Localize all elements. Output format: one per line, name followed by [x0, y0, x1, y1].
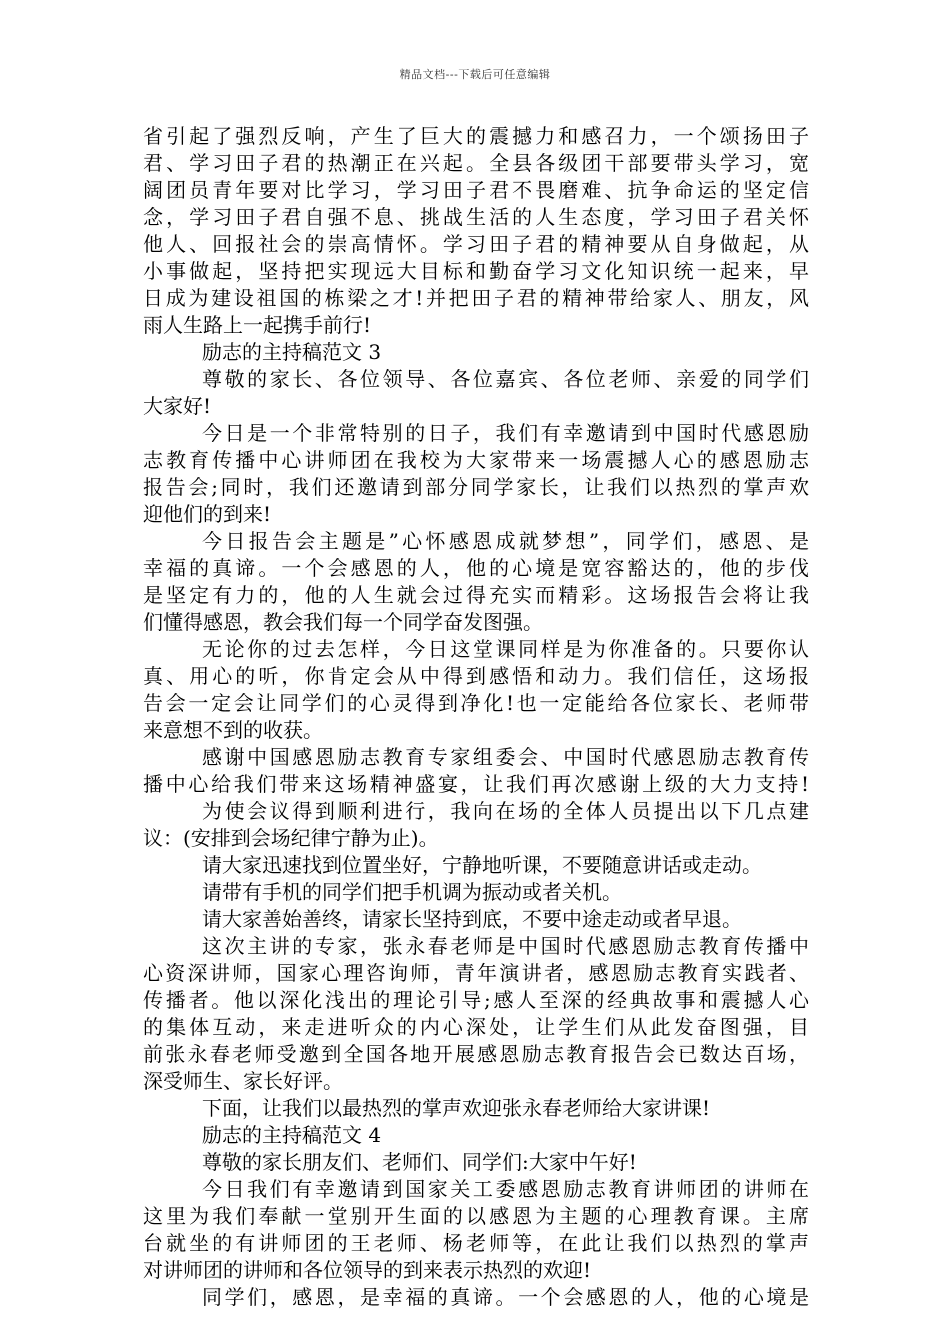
text-line: 感谢中国感恩励志教育专家组委会、中国时代感恩励志教育传 — [202, 745, 809, 769]
text-line: 今日是一个非常特别的日子，我们有幸邀请到中国时代感恩励 — [202, 421, 809, 445]
text-line: 下面，让我们以最热烈的掌声欢迎张永春老师给大家讲课! — [202, 1096, 711, 1120]
text-line: 同学们，感恩，是幸福的真谛。一个会感恩的人，他的心境是 — [202, 1285, 809, 1309]
text-line: 尊敬的家长朋友们、老师们、同学们:大家中午好! — [202, 1150, 637, 1174]
text-line: 阔团员青年要对比学习，学习田子君不畏磨难、抗争命运的坚定信 — [143, 178, 809, 202]
text-line: 深受师生、家长好评。 — [143, 1069, 343, 1093]
text-line: 幸福的真谛。一个会感恩的人，他的心境是宽容豁达的，他的步伐 — [143, 556, 809, 580]
text-line: 告会一定会让同学们的心灵得到净化!也一定能给各位家长、老师带 — [143, 691, 809, 715]
text-line: 心资深讲师，国家心理咨询师，青年演讲者，感恩励志教育实践者、 — [143, 961, 809, 985]
text-line: 无论你的过去怎样，今日这堂课同样是为你准备的。只要你认 — [202, 637, 809, 661]
text-line: 他人、回报社会的崇高情怀。学习田子君的精神要从自身做起，从 — [143, 232, 809, 256]
text-line: 对讲师团的讲师和各位领导的到来表示热烈的欢迎! — [143, 1258, 592, 1282]
text-line: 迎他们的到来! — [143, 502, 272, 526]
text-line: 为使会议得到顺利进行，我向在场的全体人员提出以下几点建 — [202, 799, 809, 823]
text-line: 报告会;同时，我们还邀请到部分同学家长，让我们以热烈的掌声欢 — [143, 475, 809, 499]
text-line: 大家好! — [143, 394, 212, 418]
page-header: 精品文档---下载后可任意编辑 — [399, 68, 551, 81]
text-line: 前张永春老师受邀到全国各地开展感恩励志教育报告会已数达百场， — [143, 1042, 809, 1066]
text-line: 播中心给我们带来这场精神盛宴，让我们再次感谢上级的大力支持! — [143, 772, 809, 796]
text-line: 今日报告会主题是”心怀感恩成就梦想”，同学们，感恩、是 — [202, 529, 809, 553]
text-line: 传播者。他以深化浅出的理论引导;感人至深的经典故事和震撼人心 — [143, 988, 809, 1012]
text-line: 请大家善始善终，请家长坚持到底，不要中途走动或者早退。 — [202, 907, 742, 931]
text-line: 励志的主持稿范文 3 — [202, 340, 382, 364]
text-line: 是坚定有力的，他的人生就会过得充实而精彩。这场报告会将让我 — [143, 583, 809, 607]
text-line: 励志的主持稿范文 4 — [202, 1123, 382, 1147]
text-line: 尊敬的家长、各位领导、各位嘉宾、各位老师、亲爱的同学们 — [202, 367, 809, 391]
text-line: 这次主讲的专家，张永春老师是中国时代感恩励志教育传播中 — [202, 934, 809, 958]
text-line: 日成为建设祖国的栋梁之才!并把田子君的精神带给家人、朋友，风 — [143, 286, 809, 310]
text-line: 请带有手机的同学们把手机调为振动或者关机。 — [202, 880, 622, 904]
text-line: 志教育传播中心讲师团在我校为大家带来一场震撼人心的感恩励志 — [143, 448, 809, 472]
text-line: 今日我们有幸邀请到国家关工委感恩励志教育讲师团的讲师在 — [202, 1177, 809, 1201]
text-line: 小事做起，坚持把实现远大目标和勤奋学习文化知识统一起来，早 — [143, 259, 809, 283]
text-line: 们懂得感恩，教会我们每一个同学奋发图强。 — [143, 610, 543, 634]
text-line: 台就坐的有讲师团的王老师、杨老师等，在此让我们以热烈的掌声 — [143, 1231, 809, 1255]
text-line: 的集体互动，来走进听众的内心深处，让学生们从此发奋图强，目 — [143, 1015, 809, 1039]
text-line: 念，学习田子君自强不息、挑战生活的人生态度，学习田子君关怀 — [143, 205, 809, 229]
text-line: 这里为我们奉献一堂别开生面的以感恩为主题的心理教育课。主席 — [143, 1204, 809, 1228]
text-line: 雨人生路上一起携手前行! — [143, 313, 372, 337]
text-line: 议：(安排到会场纪律宁静为止)。 — [143, 826, 439, 850]
text-line: 省引起了强烈反响，产生了巨大的震撼力和感召力，一个颂扬田子 — [143, 124, 809, 148]
text-line: 君、学习田子君的热潮正在兴起。全县各级团干部要带头学习，宽 — [143, 151, 809, 175]
document-body — [143, 123, 809, 1311]
text-line: 真、用心的听，你肯定会从中得到感悟和动力。我们信任，这场报 — [143, 664, 809, 688]
text-line: 请大家迅速找到位置坐好，宁静地听课，不要随意讲话或走动。 — [202, 853, 762, 877]
text-line: 来意想不到的收获。 — [143, 718, 323, 742]
